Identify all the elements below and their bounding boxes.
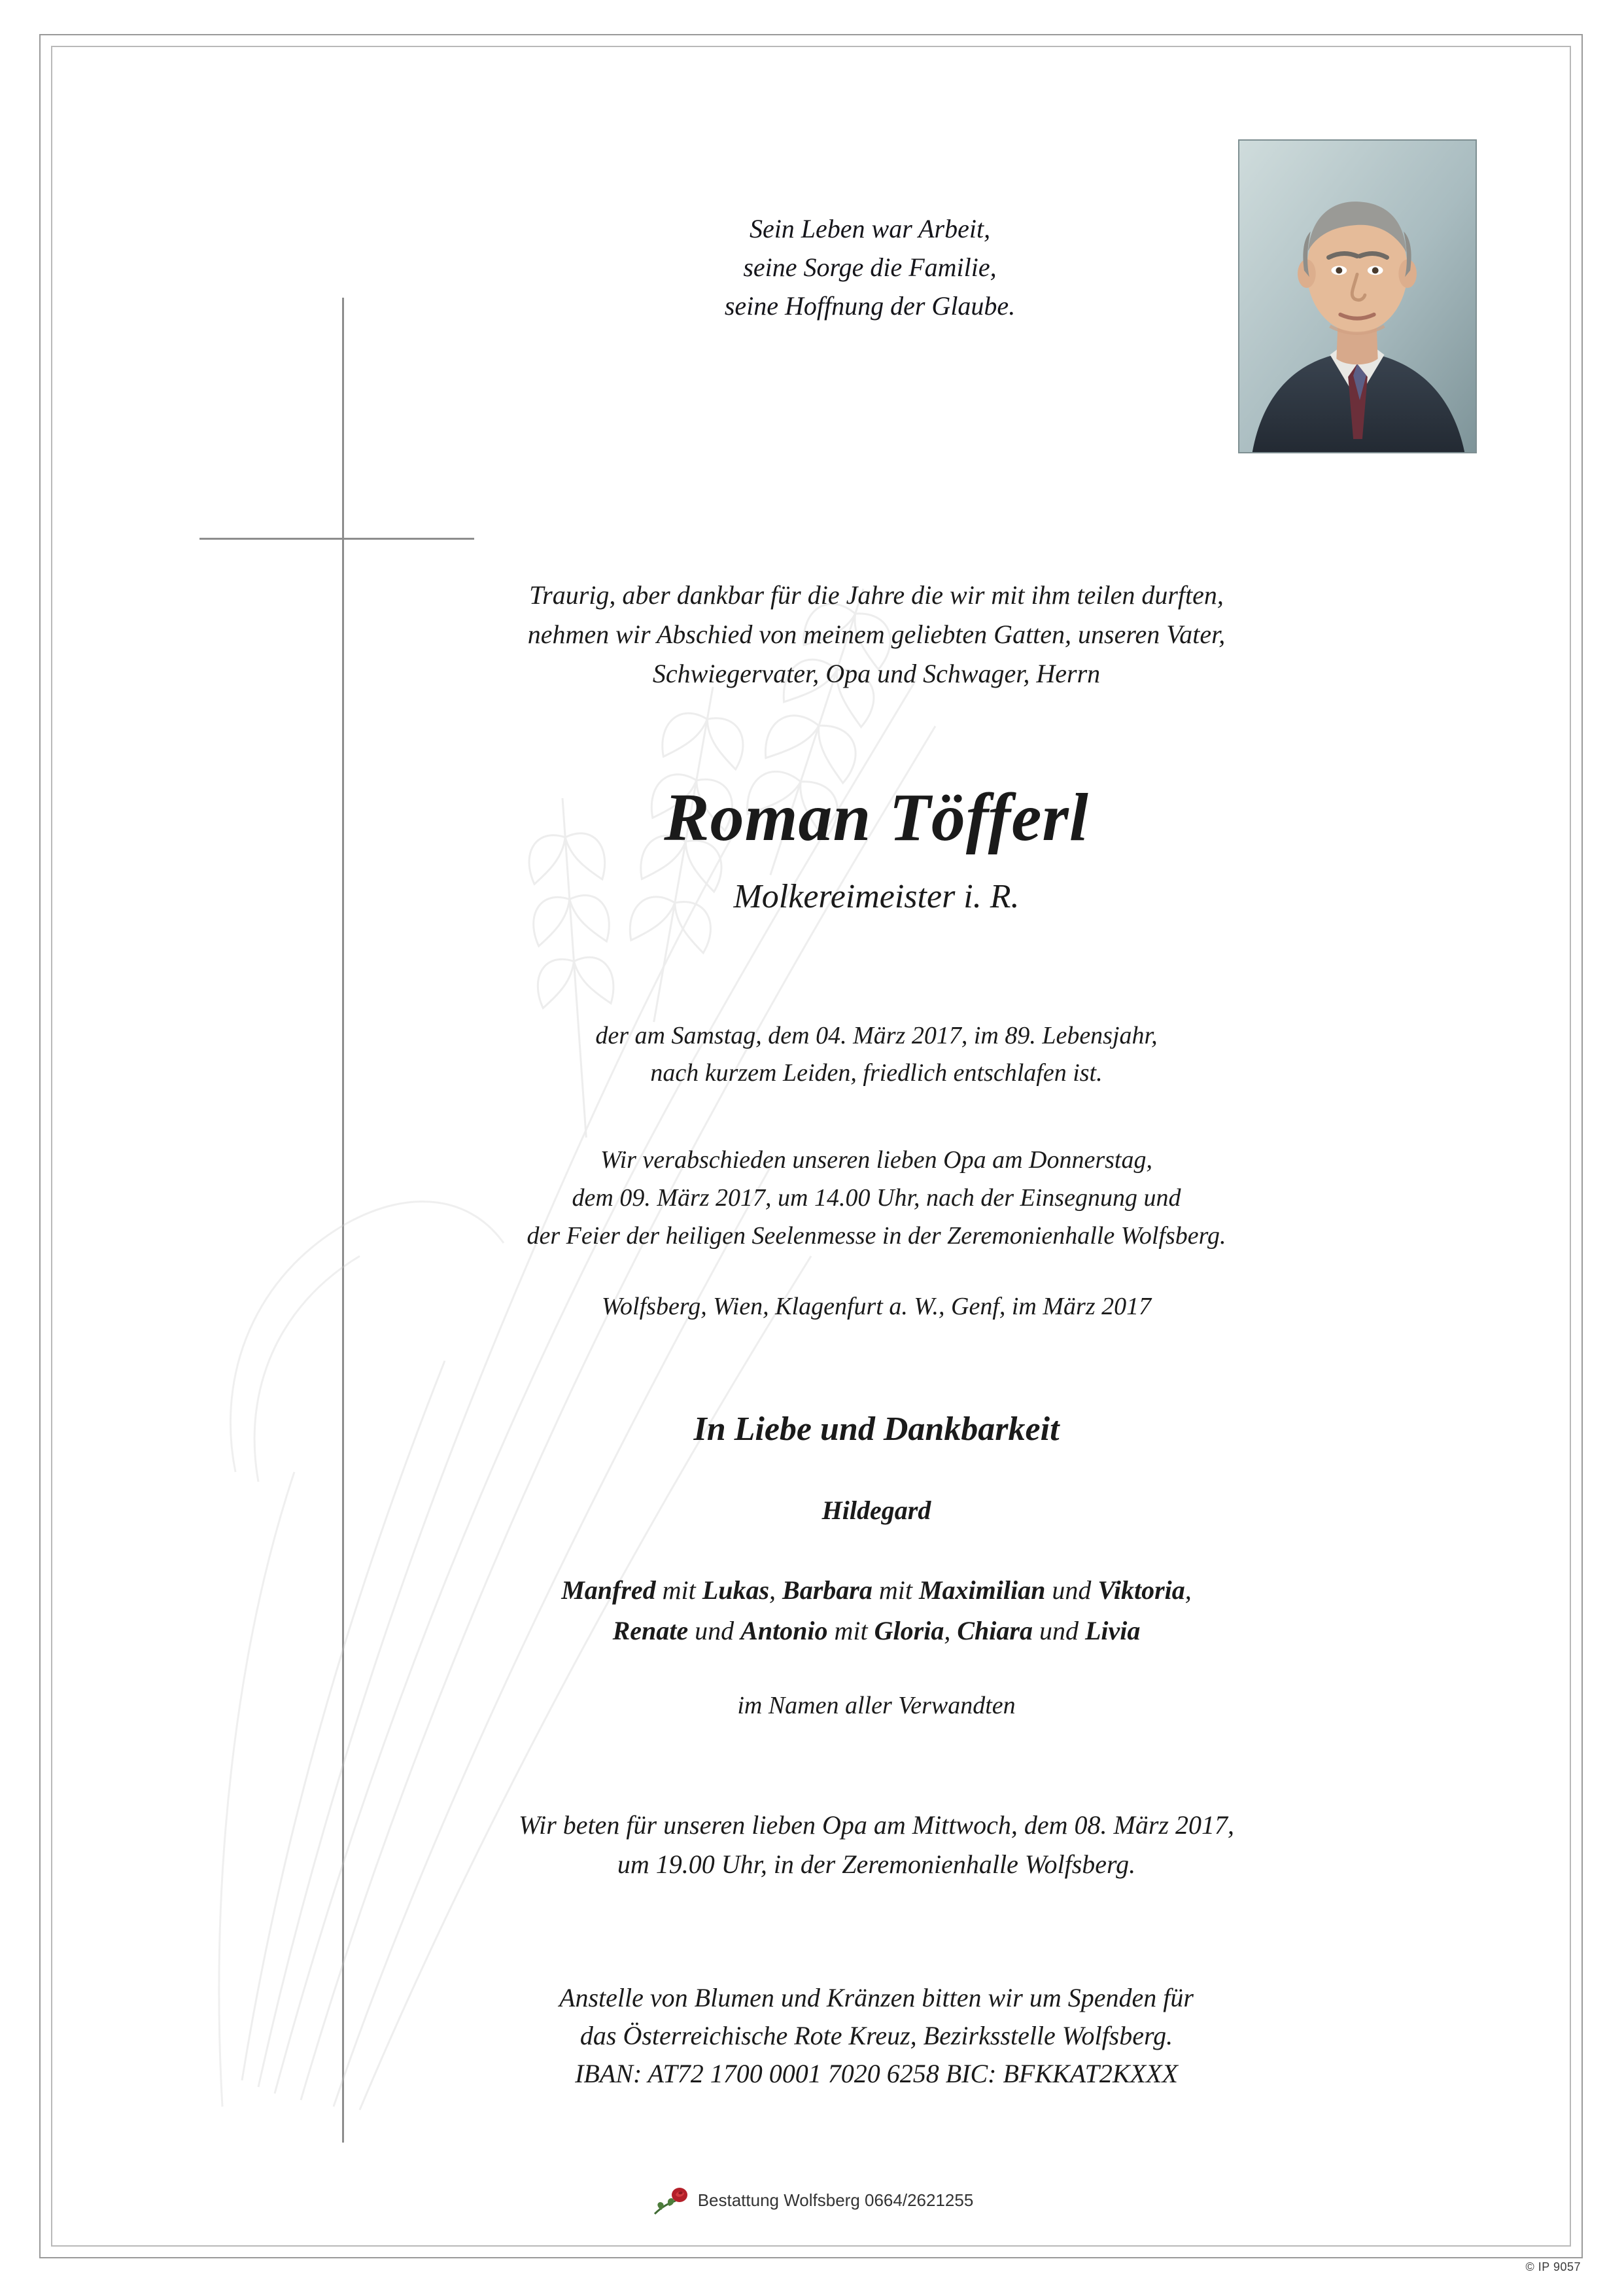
- rose-icon: [651, 2185, 691, 2215]
- donation-line-3: IBAN: AT72 1700 0001 7020 6258 BIC: BFKKAT2KXXX: [575, 2059, 1178, 2088]
- death-notice: [366, 1017, 1387, 1092]
- prayer-details: [353, 1806, 1400, 1884]
- family-line-2: Renate und Antonio mit Gloria, Chiara und Livia: [612, 1616, 1141, 1645]
- footer-row: [651, 2185, 974, 2215]
- death-notice-line-2: nach kurzem Leiden, friedlich entschlafen ist.: [650, 1059, 1103, 1087]
- donation-line-2: das Österreichische Rote Kreuz, Bezirksstelle Wolfsberg.: [579, 2021, 1173, 2050]
- prayer-line-1: Wir beten für unseren lieben Opa am Mittwoch, dem 08. März 2017,: [519, 1810, 1234, 1840]
- verse-line-3: seine Hoffnung der Glaube.: [724, 291, 1016, 321]
- footer: [0, 2185, 1624, 2220]
- footer-text: Bestattung Wolfsberg 0664/2621255: [697, 2190, 974, 2210]
- funeral-line-2: dem 09. März 2017, um 14.00 Uhr, nach der Einsegnung und: [572, 1183, 1181, 1212]
- deceased-name: Roman Töfferl: [664, 780, 1089, 855]
- intro-line-2: nehmen wir Abschied von meinem geliebten Gatten, unseren Vater,: [527, 620, 1226, 649]
- widow-name: Hildegard: [821, 1496, 931, 1525]
- deceased-profession: Molkereimeister i. R.: [733, 878, 1020, 915]
- funeral-details: [353, 1142, 1400, 1255]
- donation-request: [353, 1979, 1400, 2093]
- intro-text: [366, 576, 1387, 693]
- prayer-line-2: um 19.00 Uhr, in der Zeremonienhalle Wolfsberg.: [617, 1849, 1136, 1879]
- family-names: [353, 1570, 1400, 1651]
- copyright-mark: © IP 9057: [1525, 2260, 1581, 2273]
- family-line-1: Manfred mit Lukas, Barbara mit Maximilian und Viktoria,: [561, 1575, 1192, 1605]
- love-heading: In Liebe und Dankbarkeit: [693, 1410, 1060, 1448]
- funeral-line-3: der Feier der heiligen Seelenmesse in der Zeremonienhalle Wolfsberg.: [527, 1221, 1226, 1250]
- funeral-line-1: Wir verabschieden unseren lieben Opa am Donnerstag,: [600, 1146, 1152, 1174]
- verse-line-1: Sein Leben war Arbeit,: [749, 214, 991, 243]
- donation-line-1: Anstelle von Blumen und Kränzen bitten wir um Spenden für: [559, 1983, 1194, 2012]
- opening-verse: [406, 209, 1334, 326]
- verse-line-2: seine Sorge die Familie,: [743, 253, 997, 283]
- relatives-line: im Namen aller Verwandten: [737, 1692, 1016, 1719]
- cross-vertical-bar: [342, 298, 344, 2143]
- intro-line-1: Traurig, aber dankbar für die Jahre die wir mit ihm teilen durften,: [529, 580, 1224, 610]
- intro-line-3: Schwiegervater, Opa und Schwager, Herrn: [652, 659, 1101, 688]
- cross-horizontal-bar: [199, 538, 474, 540]
- death-notice-line-1: der am Samstag, dem 04. März 2017, im 89. Lebensjahr,: [595, 1022, 1158, 1049]
- places-and-date: Wolfsberg, Wien, Klagenfurt a. W., Genf, im März 2017: [601, 1293, 1152, 1320]
